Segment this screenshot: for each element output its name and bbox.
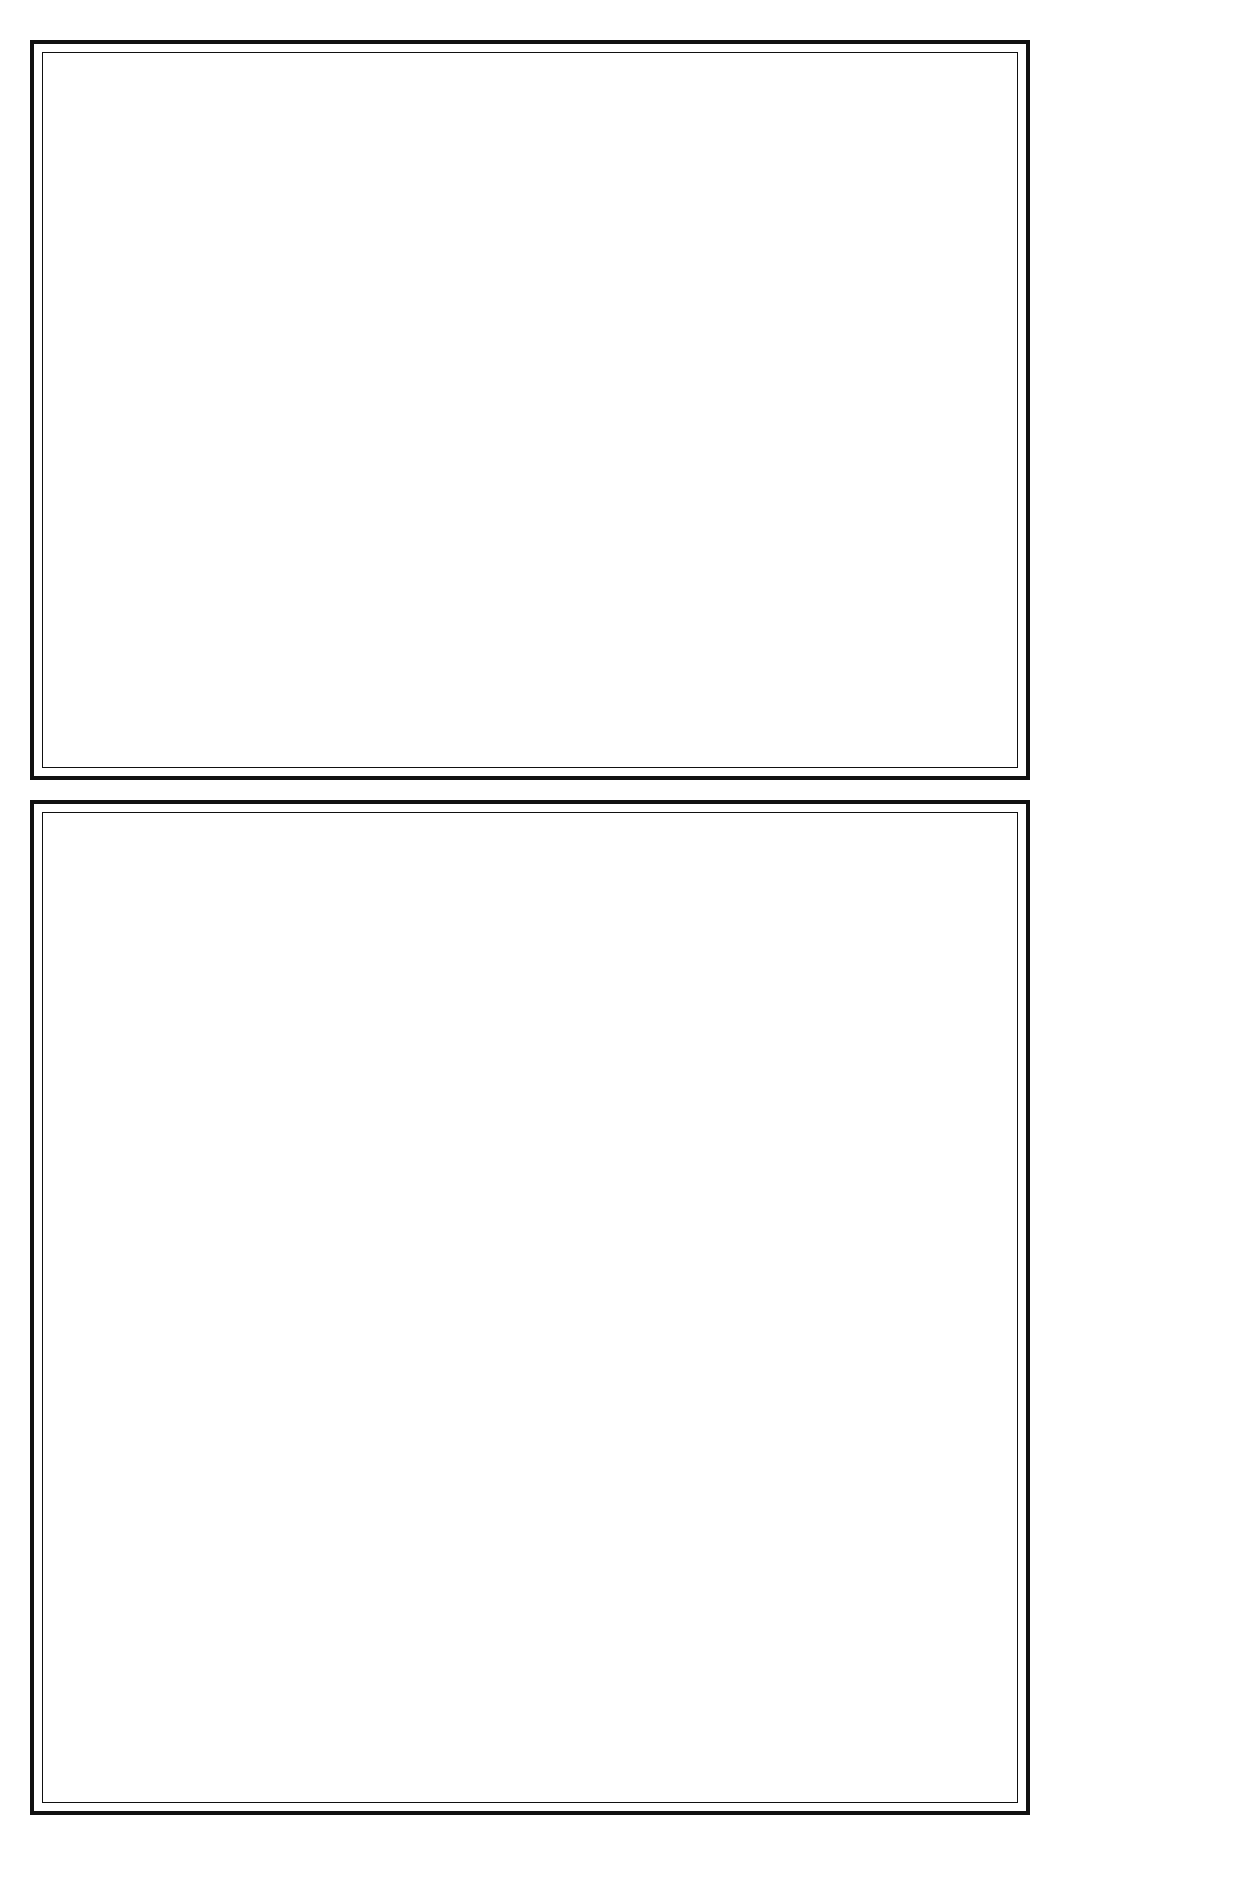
bottom-text-columns xyxy=(43,813,1017,1802)
top-text-columns xyxy=(43,53,1017,767)
top-page-panel xyxy=(30,40,1030,780)
bottom-page-panel xyxy=(30,800,1030,1815)
top-page-frame xyxy=(42,52,1018,768)
bottom-page-frame xyxy=(42,812,1018,1803)
